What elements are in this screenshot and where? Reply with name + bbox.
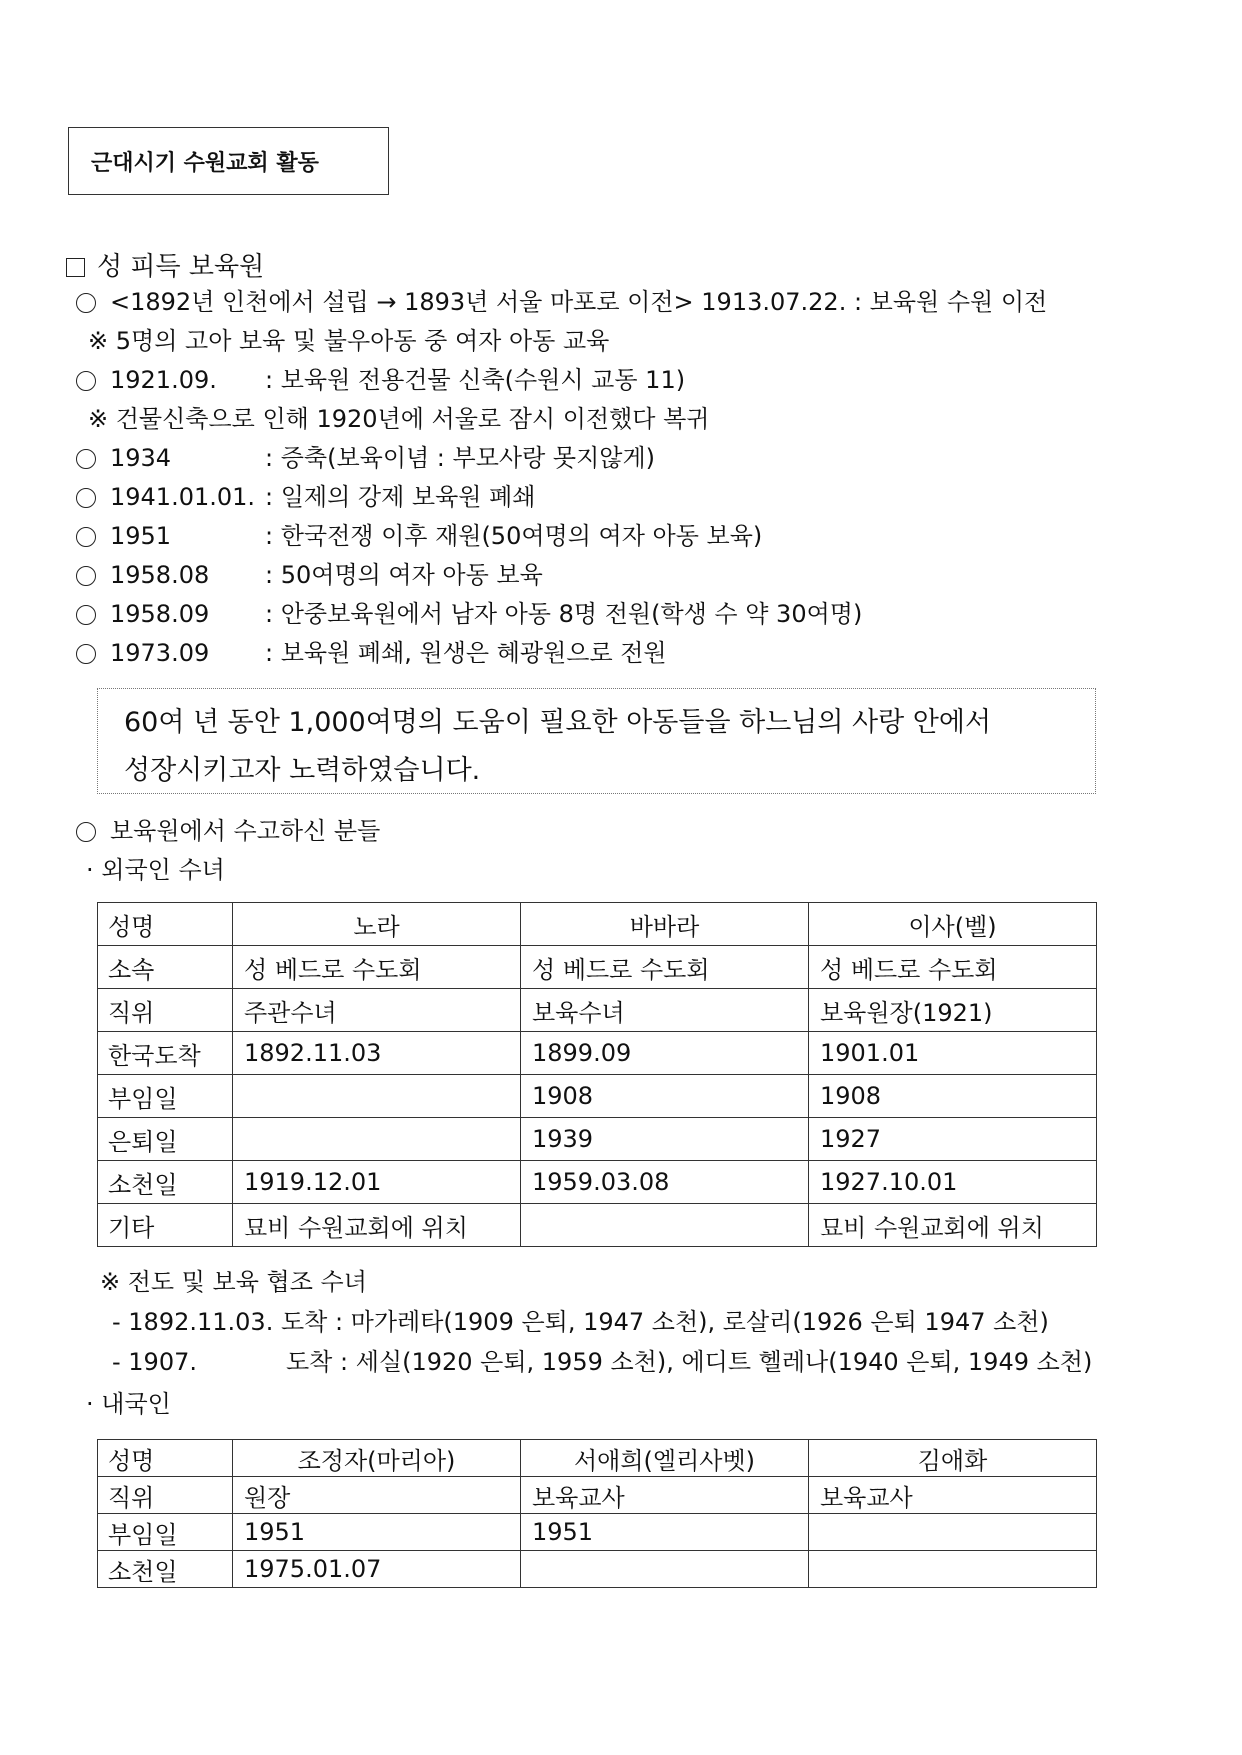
- table-cell: 1939: [521, 1118, 809, 1161]
- table-cell: 소천일: [98, 1161, 233, 1204]
- timeline-text: : 한국전쟁 이후 재원(50여명의 여자 아동 보육): [265, 522, 763, 550]
- table-cell: [809, 1551, 1097, 1588]
- timeline-date: 1934: [110, 444, 172, 472]
- table-cell: 보육수녀: [521, 989, 809, 1032]
- domestic-staff-table: [97, 1439, 1097, 1588]
- timeline-date: 1921.09.: [110, 366, 217, 394]
- table-cell: [809, 1514, 1097, 1551]
- table-cell: 성 베드로 수도회: [521, 946, 809, 989]
- table-cell: 부임일: [98, 1514, 233, 1551]
- timeline-text: : 일제의 강제 보육원 폐쇄: [265, 483, 536, 511]
- timeline-item: [76, 560, 543, 590]
- intro-line: [76, 287, 1047, 317]
- square-bullet-icon: [66, 258, 85, 277]
- table-header-row: [98, 903, 1097, 946]
- summary-line: 60여 년 동안 1,000여명의 도움이 필요한 아동들을 하느님의 사랑 안에서: [124, 707, 992, 738]
- table-cell: 1927: [809, 1118, 1097, 1161]
- table-cell: 직위: [98, 1477, 233, 1514]
- timeline-item: [76, 482, 535, 512]
- helpers-date: - 1907.: [112, 1348, 197, 1376]
- page-title: 근대시기 수원교회 활동: [68, 127, 389, 195]
- table-cell: 1908: [521, 1075, 809, 1118]
- table-cell: 1901.01: [809, 1032, 1097, 1075]
- table-row: [98, 1075, 1097, 1118]
- table-cell: 성 베드로 수도회: [809, 946, 1097, 989]
- timeline-date: 1958.09: [110, 600, 210, 628]
- timeline-date: 1941.01.01.: [110, 483, 256, 511]
- summary-line: 성장시키고자 노력하였습니다.: [124, 755, 481, 786]
- table-row: [98, 1514, 1097, 1551]
- staff-heading-text: 보육원에서 수고하신 분들: [110, 817, 381, 845]
- table-cell: 묘비 수원교회에 위치: [809, 1204, 1097, 1247]
- table-cell: 1951: [233, 1514, 521, 1551]
- table-row: [98, 1161, 1097, 1204]
- table-cell: 성명: [98, 903, 233, 946]
- table-cell: 1951: [521, 1514, 809, 1551]
- table-cell: 소천일: [98, 1551, 233, 1588]
- timeline-item: [76, 638, 667, 668]
- timeline-text: : 증축(보육이념 : 부모사랑 못지않게): [265, 444, 655, 472]
- timeline-item: [76, 521, 762, 551]
- section-heading: [66, 246, 264, 283]
- timeline-item: [76, 365, 685, 395]
- circle-bullet-icon: [76, 566, 96, 586]
- circle-bullet-icon: [76, 605, 96, 625]
- timeline-date: 1951: [110, 522, 172, 550]
- circle-bullet-icon: [76, 644, 96, 664]
- table-cell: 기타: [98, 1204, 233, 1247]
- circle-bullet-icon: [76, 527, 96, 547]
- table-cell: [521, 1204, 809, 1247]
- table-cell: 보육교사: [809, 1477, 1097, 1514]
- table-cell: 성 베드로 수도회: [233, 946, 521, 989]
- summary-box: [97, 688, 1096, 794]
- helpers-line: - 1892.11.03. 도착 : 마가레타(1909 은퇴, 1947 소천), 로살리(1926 은퇴 1947 소천): [112, 1308, 1049, 1336]
- circle-bullet-icon: [76, 449, 96, 469]
- table-row: [98, 1118, 1097, 1161]
- circle-bullet-icon: [76, 488, 96, 508]
- table-cell: 보육교사: [521, 1477, 809, 1514]
- table-cell: 1919.12.01: [233, 1161, 521, 1204]
- table-cell: 소속: [98, 946, 233, 989]
- circle-bullet-icon: [76, 293, 96, 313]
- table-cell: 김애화: [809, 1440, 1097, 1477]
- timeline-text: : 안중보육원에서 남자 아동 8명 전원(학생 수 약 30여명): [265, 600, 863, 628]
- timeline-text: : 보육원 전용건물 신축(수원시 교동 11): [265, 366, 686, 394]
- table-cell: 바바라: [521, 903, 809, 946]
- table-cell: 원장: [233, 1477, 521, 1514]
- timeline-item: [76, 599, 862, 629]
- timeline-date: 1973.09: [110, 639, 210, 667]
- table-cell: 1927.10.01: [809, 1161, 1097, 1204]
- helpers-text: 도착 : 세실(1920 은퇴, 1959 소천), 에디트 헬레나(1940 은퇴, 1949 소천): [286, 1348, 1093, 1376]
- table-cell: 노라: [233, 903, 521, 946]
- timeline-text: : 보육원 폐쇄, 원생은 혜광원으로 전원: [265, 639, 667, 667]
- building-note: ※ 건물신축으로 인해 1920년에 서울로 잠시 이전했다 복귀: [88, 405, 710, 433]
- timeline-text: : 50여명의 여자 아동 보육: [265, 561, 543, 589]
- timeline-date: 1958.08: [110, 561, 210, 589]
- section-label: 성 피득 보육원: [97, 252, 265, 282]
- foreign-label: · 외국인 수녀: [86, 856, 225, 884]
- table-cell: [521, 1551, 809, 1588]
- table-cell: [233, 1075, 521, 1118]
- table-cell: [233, 1118, 521, 1161]
- table-cell: 서애희(엘리사벳): [521, 1440, 809, 1477]
- table-cell: 직위: [98, 989, 233, 1032]
- foreign-sisters-table: [97, 902, 1097, 1247]
- table-cell: 이사(벨): [809, 903, 1097, 946]
- circle-bullet-icon: [76, 371, 96, 391]
- domestic-label: · 내국인: [86, 1390, 171, 1418]
- staff-heading: [76, 816, 380, 846]
- table-row: [98, 1551, 1097, 1588]
- intro-note: ※ 5명의 고아 보육 및 불우아동 중 여자 아동 교육: [88, 327, 610, 355]
- table-cell: 1899.09: [521, 1032, 809, 1075]
- table-row: [98, 989, 1097, 1032]
- timeline-item: [76, 443, 655, 473]
- table-cell: 1908: [809, 1075, 1097, 1118]
- circle-bullet-icon: [76, 822, 96, 842]
- table-row: [98, 1032, 1097, 1075]
- table-cell: 1959.03.08: [521, 1161, 809, 1204]
- table-cell: 부임일: [98, 1075, 233, 1118]
- table-cell: 1892.11.03: [233, 1032, 521, 1075]
- table-row: [98, 1477, 1097, 1514]
- table-row: [98, 1204, 1097, 1247]
- table-cell: 보육원장(1921): [809, 989, 1097, 1032]
- table-cell: 묘비 수원교회에 위치: [233, 1204, 521, 1247]
- table-cell: 은퇴일: [98, 1118, 233, 1161]
- table-cell: 조정자(마리아): [233, 1440, 521, 1477]
- helpers-line: [112, 1347, 1092, 1377]
- intro-text: <1892년 인천에서 설립 → 1893년 서울 마포로 이전> 1913.07.22. : 보육원 수원 이전: [110, 288, 1048, 316]
- table-cell: 주관수녀: [233, 989, 521, 1032]
- table-header-row: [98, 1440, 1097, 1477]
- helpers-title: ※ 전도 및 보육 협조 수녀: [100, 1268, 367, 1296]
- table-cell: 한국도착: [98, 1032, 233, 1075]
- table-cell: 성명: [98, 1440, 233, 1477]
- table-row: [98, 946, 1097, 989]
- table-cell: 1975.01.07: [233, 1551, 521, 1588]
